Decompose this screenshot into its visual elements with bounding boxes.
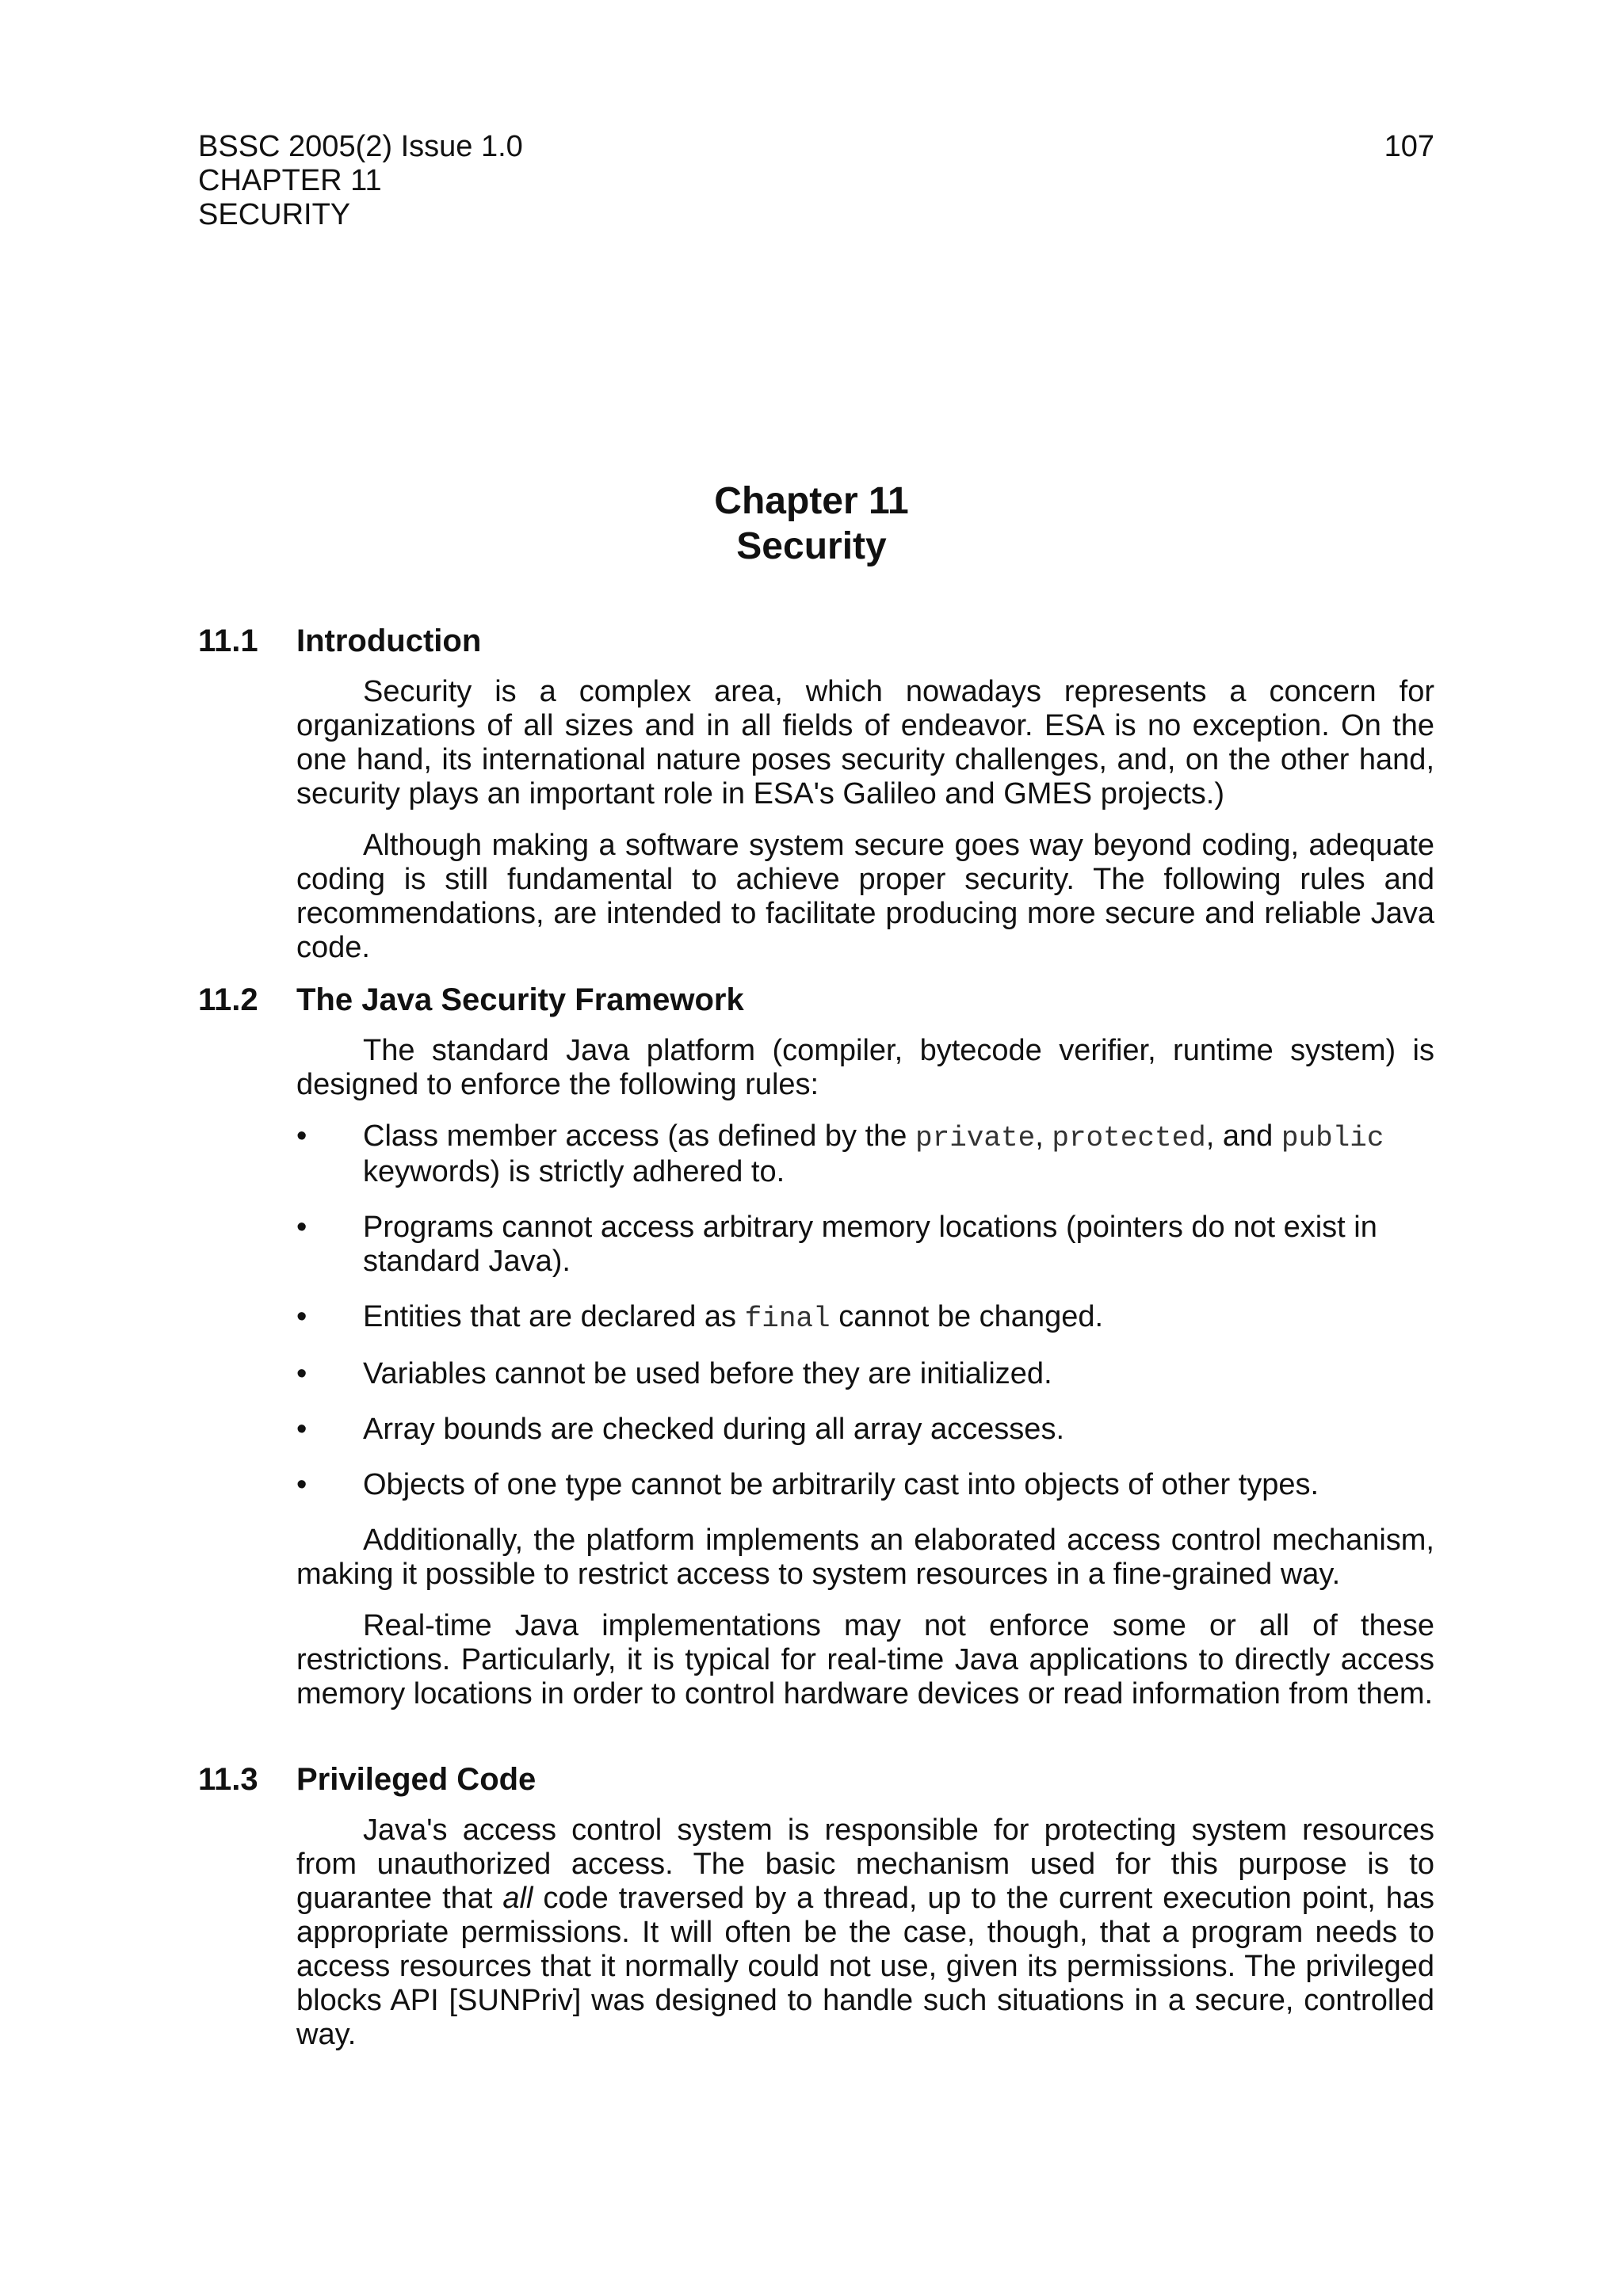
bullet-icon: • [296, 1300, 307, 1333]
header-chapter-title: SECURITY [198, 198, 351, 231]
section-number: 11.1 [198, 624, 258, 658]
code-keyword: protected [1052, 1122, 1206, 1154]
section-body-introduction [296, 675, 1434, 965]
section-title: Introduction [296, 624, 482, 658]
bullet-icon: • [296, 1468, 307, 1501]
paragraph: Additionally, the platform implements an elaborated access control mechanism, making it possible to restrict access to system resources in a fine-grained way. [296, 1524, 1434, 1591]
section-heading-privileged-code [198, 1760, 536, 1798]
paragraph: Java's access control system is responsible for protecting system resources from unauthorized access. The basic mechanism used for this purpose is to guarantee that all code traversed by a thread, up to the current execution point, has appropriate permissions. It will often be the case, though, that a program needs to access resources that it normally could not use, given its permissions. The privileged blocks API [SUNPriv] was designed to handle such situations in a secure, controlled way. [296, 1814, 1434, 2051]
list-item: • Array bounds are checked during all array accesses. [296, 1413, 1065, 1446]
code-keyword: private [915, 1122, 1036, 1154]
chapter-title: Security [736, 525, 887, 567]
bullet-icon: • [296, 1119, 307, 1153]
section-heading-introduction [198, 622, 481, 660]
section-heading-java-security-framework [198, 981, 744, 1019]
list-item: • Class member access (as defined by the private, protected, and public keywords) is strictly adhered to. [296, 1119, 1384, 1188]
page-number: 107 [1384, 130, 1434, 163]
code-keyword: public [1281, 1122, 1384, 1154]
list-item: • Entities that are declared as final cannot be changed. [296, 1300, 1104, 1335]
running-header [198, 130, 1434, 232]
paragraph: Real-time Java implementations may not enforce some or all of these restrictions. Particularly, it is typical for real-time Java applications to directly access memory locations in order to control hardware devices or read information from them. [296, 1609, 1434, 1711]
section-title: The Java Security Framework [296, 982, 744, 1017]
emphasis: all [502, 1882, 533, 1915]
code-keyword: final [744, 1302, 831, 1335]
section-number: 11.3 [198, 1762, 258, 1797]
bullet-icon: • [296, 1211, 307, 1244]
section-body-privileged-code [296, 1814, 1434, 2052]
section-body-java-security-framework [296, 1034, 1434, 1711]
header-document-id: BSSC 2005(2) Issue 1.0 [198, 130, 523, 163]
list-item: • Programs cannot access arbitrary memory locations (pointers do not exist in standard Java). [296, 1211, 1377, 1278]
chapter-heading [0, 479, 1623, 569]
bullet-icon: • [296, 1357, 307, 1390]
bullet-list [296, 1119, 1434, 1502]
section-number: 11.2 [198, 982, 258, 1017]
section-title: Privileged Code [296, 1762, 537, 1797]
chapter-label: Chapter 11 [714, 480, 909, 522]
bullet-icon: • [296, 1413, 307, 1446]
paragraph: The standard Java platform (compiler, bytecode verifier, runtime system) is designed to enforce the following rules: [296, 1034, 1434, 1101]
list-item: • Variables cannot be used before they are initialized. [296, 1357, 1052, 1390]
header-chapter: CHAPTER 11 [198, 164, 382, 197]
paragraph: Security is a complex area, which nowadays represents a concern for organizations of all sizes and in all fields of endeavor. ESA is no exception. On the one hand, its international nature poses security challenges, and, on the other hand, security plays an important role in ESA's Galileo and GMES projects.) [296, 675, 1434, 810]
list-item: • Objects of one type cannot be arbitrarily cast into objects of other types. [296, 1468, 1319, 1501]
paragraph: Although making a software system secure goes way beyond coding, adequate coding is still fundamental to achieve proper security. The following rules and recommendations, are intended to facilitate producing more secure and reliable Java code. [296, 829, 1434, 964]
